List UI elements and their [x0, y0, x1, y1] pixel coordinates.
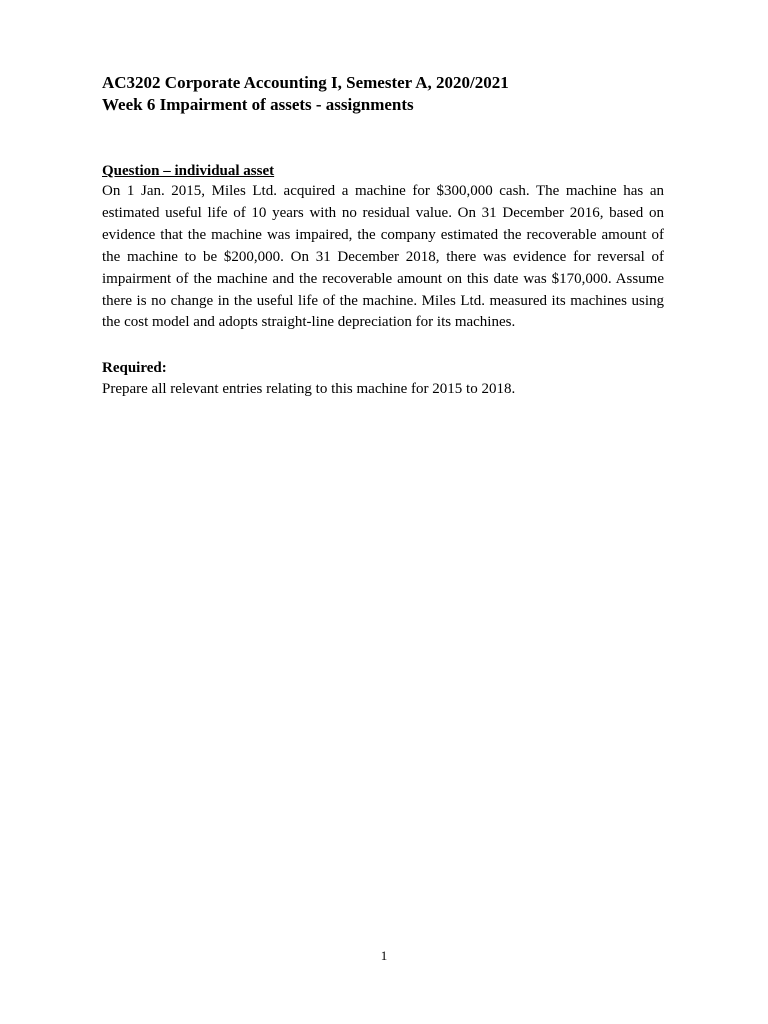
document-header [102, 72, 672, 116]
course-title: AC3202 Corporate Accounting I, Semester A, 2020/2021 [102, 73, 509, 92]
required-section [102, 358, 664, 401]
required-heading: Required: [102, 360, 167, 377]
question-section [102, 161, 664, 334]
question-heading: Question – individual asset [102, 163, 275, 179]
question-text: On 1 Jan. 2015, Miles Ltd. acquired a machine for $300,000 cash. The machine has an estimated useful life of 10 years with no residual value. On 31 December 2016, based on evidence that the machine was impaired, the company estimated the recoverable amount of the machine to be $200,000. On 31 December 2018, there was evidence for reversal of impairment of the machine and the recoverable amount on this date was $170,000. Assume there is no change in the useful life of the machine. Miles Ltd. measured its machines using the cost model and adopts straight-line depreciation for its machines. [102, 183, 664, 331]
required-text: Prepare all relevant entries relating to this machine for 2015 to 2018. [102, 381, 516, 398]
page-number: 1 [380, 948, 388, 963]
assignment-title: Week 6 Impairment of assets - assignments [102, 95, 414, 114]
document-body [102, 161, 664, 401]
